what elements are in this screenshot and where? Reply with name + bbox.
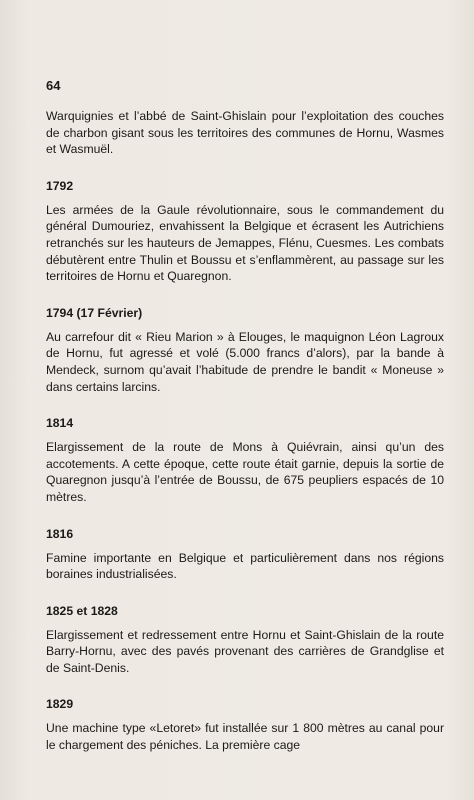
entry-1829 [46, 696, 444, 753]
entry-year: 1829 [46, 697, 74, 712]
page-number: 64 [46, 78, 61, 93]
entry-year: 1825 et 1828 [46, 603, 118, 618]
entry-year: 1792 [46, 178, 74, 193]
intro-paragraph: Warquignies et l’abbé de Saint-Ghislain pour l’exploitation des couches de charbon gisant sous les territoires des communes de Hornu, Wasmes et Wasmuël. [46, 109, 444, 157]
entry-1814 [46, 415, 444, 505]
entry-text: Les armées de la Gaule révolutionnaire, sous le commandement du général Dumouriez, envahissent la Belgique et écrasent les Autrichiens retranchés sur les hauteurs de Jemappes, Flénu, Cuesmes. Les combats débutèrent entre Thulin et Boussu et s’enflammèrent, au passage sur les territoires de Hornu et Quaregnon. [46, 202, 444, 284]
entry-year: 1816 [46, 526, 74, 541]
entry-text: Famine importante en Belgique et particulièrement dans nos régions boraines industrialisées. [46, 550, 444, 582]
entry-text: Elargissement et redressement entre Hornu et Saint-Ghislain de la route Barry-Hornu, avec des pavés provenant des carrières de Grandglise et de Saint-Denis. [46, 627, 444, 675]
entry-year: 1814 [46, 416, 74, 431]
entry-1792 [46, 178, 444, 285]
entry-text: Au carrefour dit « Rieu Marion » à Elouges, le maquignon Léon Lagroux de Hornu, fut agressé et volé (5.000 francs d’alors), par la bande à Mendeck, surnom qu’avait l’habitude de prendre le bandit « Moneuse » dans certains larcins. [46, 329, 444, 394]
entry-1816 [46, 526, 444, 583]
entry-text: Une machine type «Letoret» fut installée sur 1 800 mètres au canal pour le chargement des péniches. La première cage [46, 721, 444, 753]
entry-text: Elargissement de la route de Mons à Quiévrain, ainsi qu’un des accotements. A cette époque, cette route était garnie, depuis la sortie de Quaregnon jusqu’à l’entrée de Boussu, de 675 peupliers espacés de 10 mètres. [46, 440, 444, 504]
entry-1794 [46, 305, 444, 395]
entry-1825-1828 [46, 603, 444, 677]
entry-year: 1794 (17 Février) [46, 305, 143, 320]
